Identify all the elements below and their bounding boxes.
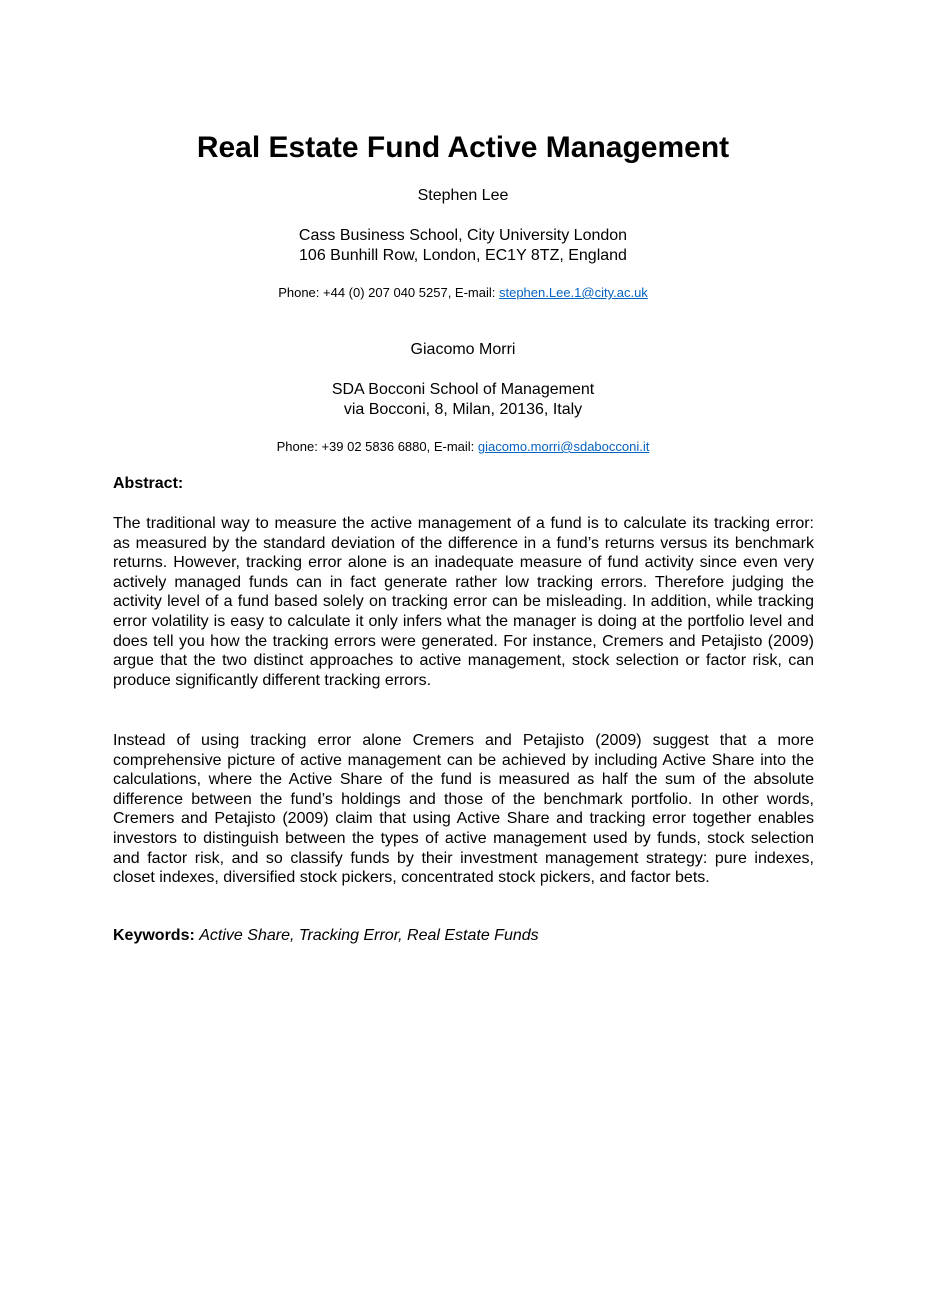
author-affiliation-1 [0, 226, 926, 266]
keywords-value: Active Share, Tracking Error, Real Estate Funds [199, 927, 539, 944]
contact-phone: Phone: +39 02 5836 6880, E-mail: [276, 439, 478, 454]
affiliation-line-1: Cass Business School, City University London [298, 227, 628, 244]
author-contact-2 [0, 439, 926, 455]
paper-title: Real Estate Fund Active Management [196, 131, 730, 164]
affiliation-line-1: SDA Bocconi School of Management [331, 381, 595, 398]
author-name-2: Giacomo Morri [410, 341, 516, 358]
affiliation-line-2: 106 Bunhill Row, London, EC1Y 8TZ, England [299, 247, 627, 264]
contact-phone: Phone: +44 (0) 207 040 5257, E-mail: [278, 285, 499, 300]
author-contact-1 [0, 285, 926, 301]
author-affiliation-2 [0, 380, 926, 420]
affiliation-line-2: via Bocconi, 8, Milan, 20136, Italy [343, 401, 583, 418]
keywords [113, 926, 539, 946]
abstract-paragraph-1: The traditional way to measure the active management of a fund is to calculate its tracking error: as measured by the standard deviation of the difference in a fund’s returns versus its benchmark returns. However, tracking error alone is an inadequate measure of fund activity since even very actively managed funds can in fact generate rather low tracking errors. Therefore judging the activity level of a fund based solely on tracking error can be misleading. In addition, while tracking error volatility is easy to calculate it only infers what the manager is doing at the portfolio level and does tell you how the tracking errors were generated. For instance, Cremers and Petajisto (2009) argue that the two distinct approaches to active management, stock selection or factor risk, can produce significantly different tracking errors. [113, 515, 814, 689]
author-name-1: Stephen Lee [417, 187, 509, 204]
email-link[interactable]: stephen.Lee.1@city.ac.uk [498, 285, 648, 300]
abstract-paragraph-2: Instead of using tracking error alone Cremers and Petajisto (2009) suggest that a more comprehensive picture of active management can be achieved by including Active Share into the calculations, where the Active Share of the fund is measured as half the sum of the absolute difference between the fund’s holdings and those of the benchmark portfolio. In other words, Cremers and Petajisto (2009) claim that using Active Share and tracking error together enables investors to distinguish between the types of active management used by funds, stock selection and factor risk, and so classify funds by their investment management strategy: pure indexes, closet indexes, diversified stock pickers, concentrated stock pickers, and factor bets. [113, 732, 814, 887]
email-link[interactable]: giacomo.morri@sdabocconi.it [477, 439, 650, 454]
abstract-heading: Abstract: [113, 475, 184, 492]
keywords-label: Keywords: [113, 927, 195, 944]
